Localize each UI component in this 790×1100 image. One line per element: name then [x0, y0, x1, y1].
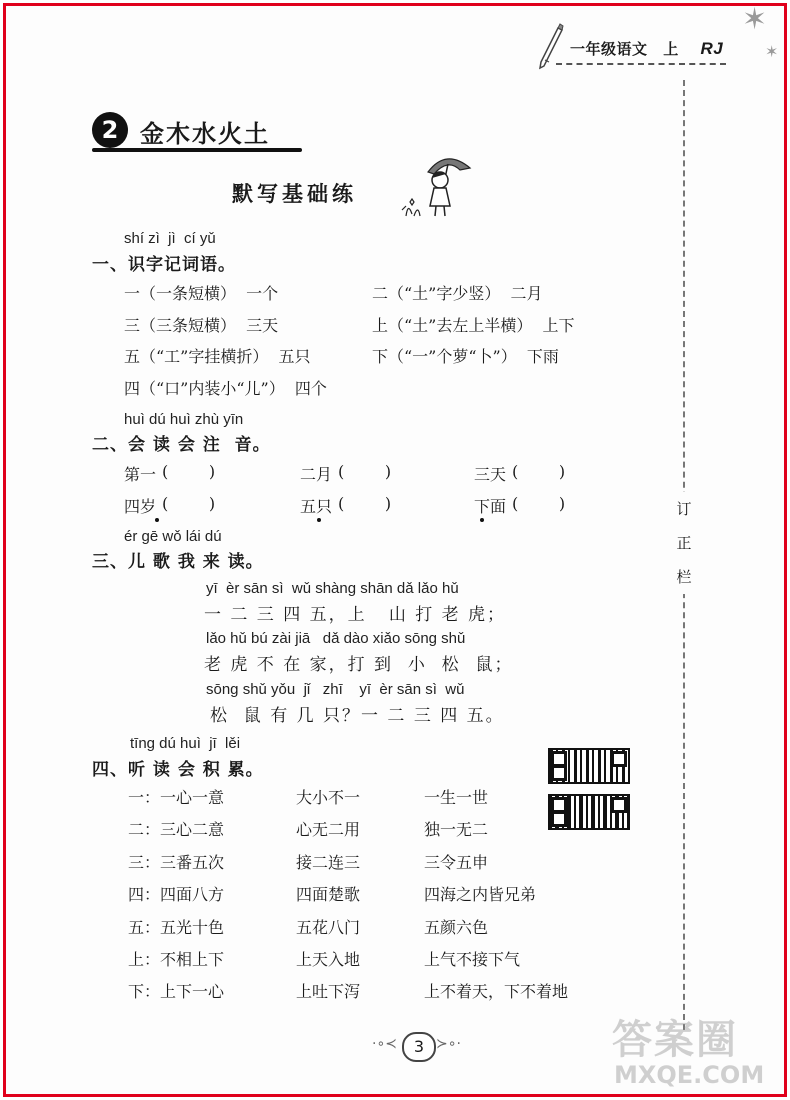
sec1-heading: 一、识字记词语。: [92, 255, 236, 275]
idiom-item: 二：三心二意: [128, 820, 225, 839]
ornament-right-icon: ≻∘·: [436, 1036, 461, 1052]
sec1-item: 五（“工”字挂横折） 五只: [124, 347, 311, 366]
sec2-pinyin: huì dú huì zhù yīn: [124, 411, 244, 428]
watermark: [612, 1008, 764, 1089]
poem-pinyin: lǎo hǔ bú zài jiā dǎ dào xiǎo sōng shǔ: [206, 630, 466, 647]
sec1-item: 三（三条短横） 三天: [124, 316, 279, 335]
page-number-ornament: [372, 1030, 464, 1062]
side-label: 栏: [676, 568, 692, 586]
sec4-heading: 四、听 读 会 积 累。: [92, 760, 264, 780]
watermark-line2: MXQE.COM: [614, 1061, 765, 1089]
watermark-line1: 答案圈: [612, 1017, 738, 1063]
ornament-left-icon: ·∘≺: [372, 1036, 397, 1052]
idiom-item: 一：一心一意: [128, 788, 225, 807]
poem-pinyin: yī èr sān sì wǔ shàng shān dǎ lǎo hǔ: [206, 580, 459, 597]
sec4-pinyin: tīng dú huì jī lěi: [130, 735, 241, 752]
side-label: 订: [676, 500, 692, 518]
correction-column-label: [668, 492, 700, 594]
qr-code-icon[interactable]: [548, 794, 630, 830]
idiom-item: 下：上下一心: [128, 982, 225, 1001]
header-term: 上: [663, 40, 679, 58]
idiom-item: 心无二用: [296, 820, 361, 839]
idiom-item: 上：不相上下: [128, 950, 225, 969]
header-edition: RJ: [700, 39, 724, 58]
header-rule: [556, 63, 726, 65]
poem-line: 一 二 三 四 五，上 山 打 老 虎；: [204, 605, 507, 625]
idiom-item: 五花八门: [296, 918, 361, 937]
pinyin-answer-blank[interactable]: ( ): [338, 494, 392, 513]
idiom-item: 四海之内皆兄弟: [424, 885, 537, 904]
idiom-item: 上天入地: [296, 950, 361, 969]
page-number: 3: [402, 1032, 436, 1062]
sec1-item: 四（“口”内装小“儿”） 四个: [124, 379, 327, 398]
poem-line: 老 虎 不 在 家，打 到 小 松 鼠；: [204, 655, 514, 675]
lesson-title: 金木水火土: [140, 120, 270, 148]
idiom-item: 三：三番五次: [128, 853, 225, 872]
qr-code-icon[interactable]: [548, 748, 630, 784]
sec1-item: 二（“土”字少竖） 二月: [372, 284, 543, 303]
poem-pinyin: sōng shǔ yǒu jǐ zhī yī èr sān sì wǔ: [206, 681, 465, 698]
sec2-word: 第一: [124, 465, 157, 484]
emphasis-dot: [480, 518, 484, 522]
idiom-item: 大小不一: [296, 788, 361, 807]
idiom-item: 四：四面八方: [128, 885, 225, 904]
pinyin-answer-blank[interactable]: ( ): [512, 462, 566, 481]
header-title: [570, 38, 723, 59]
sec2-word: 三天: [474, 465, 507, 484]
side-label: 正: [676, 534, 692, 552]
section-banner: 默写基础练: [232, 182, 357, 206]
pinyin-answer-blank[interactable]: ( ): [162, 494, 216, 513]
pinyin-answer-blank[interactable]: ( ): [512, 494, 566, 513]
sec2-heading: 二、会 读 会 注 音。: [92, 435, 271, 455]
sec3-pinyin: ér gē wǒ lái dú: [124, 528, 222, 545]
emphasis-dot: [155, 518, 159, 522]
pinyin-answer-blank[interactable]: ( ): [338, 462, 392, 481]
girl-with-umbrella-icon: [400, 150, 475, 220]
lesson-number: 2: [92, 112, 128, 148]
idiom-item: 上不着天，下不着地: [424, 982, 569, 1001]
idiom-item: 五颜六色: [424, 918, 489, 937]
sec1-item: 下（“一”个萝“卜”） 下雨: [372, 347, 559, 366]
sec2-word: 五只: [300, 497, 333, 516]
idiom-item: 五：五光十色: [128, 918, 225, 937]
pinyin-answer-blank[interactable]: ( ): [162, 462, 216, 481]
sec1-item: 上（“土”去左上半横） 上下: [372, 316, 575, 335]
lesson-heading: [92, 112, 302, 152]
idiom-item: 接二连三: [296, 853, 361, 872]
idiom-item: 独一无二: [424, 820, 489, 839]
idiom-item: 四面楚歌: [296, 885, 361, 904]
star-icon: ✶: [765, 42, 779, 61]
star-icon: ✶: [742, 2, 768, 37]
idiom-item: 上吐下泻: [296, 982, 361, 1001]
poem-line: 松 鼠 有 几 只？一 二 三 四 五。: [210, 706, 505, 726]
idiom-item: 上气不接下气: [424, 950, 521, 969]
emphasis-dot: [317, 518, 321, 522]
idiom-item: 一生一世: [424, 788, 489, 807]
sec1-item: 一（一条短横） 一个: [124, 284, 279, 303]
sec1-pinyin: shí zì jì cí yǔ: [124, 230, 216, 247]
lesson-underline: [92, 148, 302, 152]
sec2-word: 下面: [474, 497, 507, 516]
idiom-item: 三令五申: [424, 853, 489, 872]
header-subject: 一年级语文: [570, 40, 648, 58]
sec3-heading: 三、儿 歌 我 来 读。: [92, 552, 264, 572]
sec2-word: 二月: [300, 465, 333, 484]
sec2-word: 四岁: [124, 497, 157, 516]
